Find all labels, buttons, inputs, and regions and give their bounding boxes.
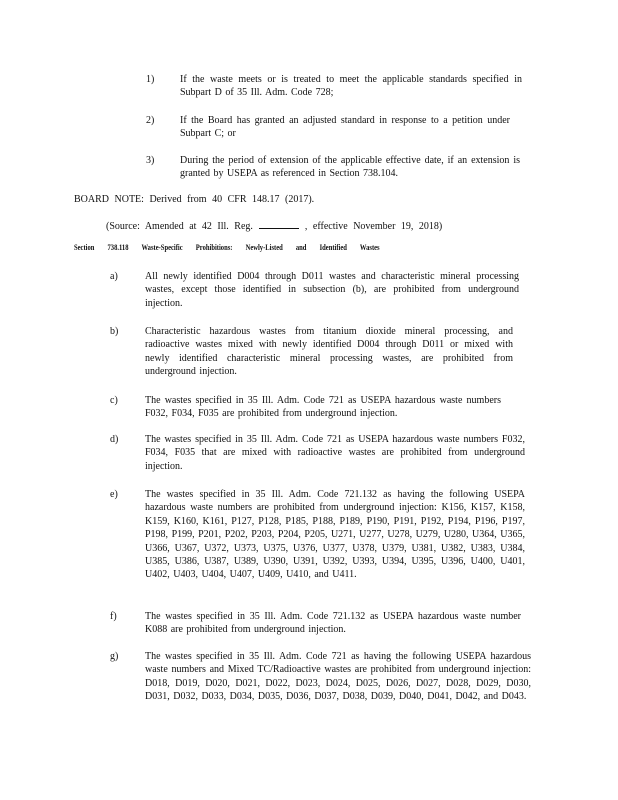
blank-line xyxy=(259,220,299,229)
list-text: The wastes specified in 35 Ill. Adm. Code 721 as USEPA hazardous waste numbers F032, F034, F035 that are mixed with radioactive wastes are prohibited from underground injection. xyxy=(145,434,525,472)
list-text: If the Board has granted an adjusted standard in response to a petition under Subpart C; or xyxy=(180,115,510,140)
section-heading-text: Section 738.118 Waste-Specific Prohibitions: Newly-Listed and Identified Wastes xyxy=(74,243,380,252)
list-text: Characteristic hazardous wastes from titanium dioxide mineral processing, and radioactive wastes mixed with newly identified D004 through D011 or mixed with newly identified characteristic mineral processing wastes, are prohibited from underground injection. xyxy=(145,326,513,378)
list-text: During the period of extension of the applicable effective date, if an extension is granted by USEPA as referenced in Section 738.104. xyxy=(180,155,520,180)
list-number: 1) xyxy=(146,74,155,85)
list-text: The wastes specified in 35 Ill. Adm. Code 721.132 as USEPA hazardous waste number K088 are prohibited from underground injection. xyxy=(145,611,521,636)
section-heading xyxy=(74,243,410,252)
list-letter: g) xyxy=(110,651,119,662)
board-note: BOARD NOTE: Derived from 40 CFR 148.17 (2017). xyxy=(74,194,315,205)
list-number: 3) xyxy=(146,155,155,166)
list-letter: f) xyxy=(110,611,117,622)
list-text: All newly identified D004 through D011 wastes and characteristic mineral processing wastes, except those identified in subsection (b), are prohibited from underground injection. xyxy=(145,271,519,309)
list-number: 2) xyxy=(146,115,155,126)
list-text: The wastes specified in 35 Ill. Adm. Code 721.132 as having the following USEPA hazardous waste numbers are prohibited from underground injection: K156, K157, K158, K159, K160, K161, P127, P128, P185, P188, P189, P190, P191, P192, P194, P196, P197, P198, P199, P201, P202, P203, P204, P205, U271, U277, U278, U279, U280, U364, U365, U366, U367, U372, U373, U375, U376, U377, U378, U379, U381, U382, U383, U384, U385, U386, U387, U389, U390, U391, U392, U393, U394, U395, U396, U400, U401, U402, U403, U404, U407, U409, U410, and U411. xyxy=(145,489,525,581)
source-prefix: (Source: Amended at 42 Ill. Reg. xyxy=(106,221,253,232)
list-letter: b) xyxy=(110,326,119,337)
list-text: If the waste meets or is treated to meet the applicable standards specified in Subpart D of 35 Ill. Adm. Code 728; xyxy=(180,74,522,99)
list-text: The wastes specified in 35 Ill. Adm. Code 721 as USEPA hazardous waste numbers F032, F034, F035 are prohibited from underground injection. xyxy=(145,395,501,420)
source-suffix: , effective November 19, 2018) xyxy=(304,221,443,232)
list-letter: a) xyxy=(110,271,118,282)
list-letter: d) xyxy=(110,434,119,445)
list-text: The wastes specified in 35 Ill. Adm. Code 721 as having the following USEPA hazardous waste numbers and Mixed TC/Radioactive wastes are prohibited from underground injection: D018, D019, D020, D021, D022, D023, D024, D025, D026, D027, D028, D029, D030, D031, D032, D033, D034, D035, D036, D037, D038, D039, D040, D041, D042, and D043. xyxy=(145,651,531,703)
list-letter: c) xyxy=(110,395,118,406)
list-letter: e) xyxy=(110,489,118,500)
source-note xyxy=(106,220,442,232)
